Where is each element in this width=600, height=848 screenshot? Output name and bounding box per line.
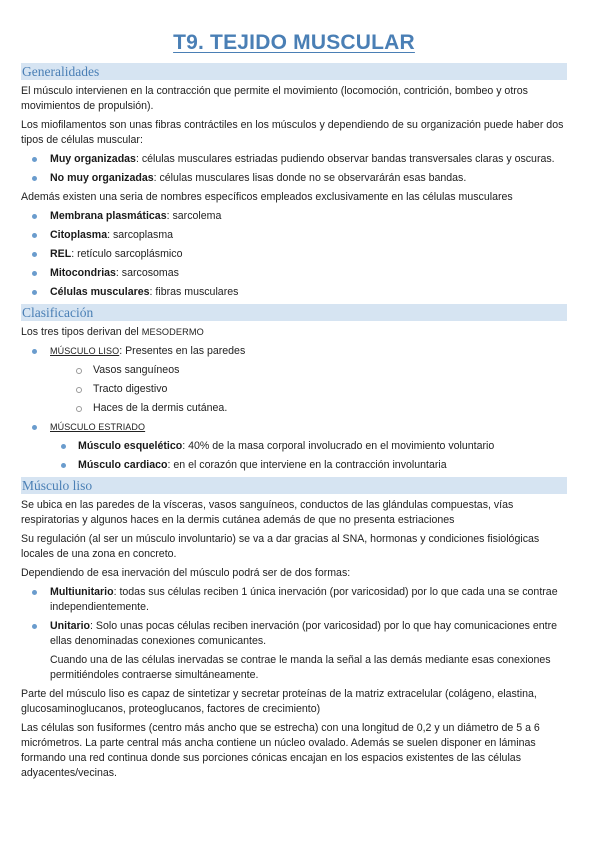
bullet-icon bbox=[61, 444, 66, 449]
bullet-icon bbox=[32, 624, 37, 629]
term: Músculo esquelético bbox=[78, 440, 183, 452]
paragraph: Además existen una seria de nombres específicos empleados exclusivamente en las células musculares bbox=[21, 191, 513, 203]
liso-label: MÚSCULO LISO bbox=[50, 346, 120, 356]
paragraph: Los miofilamentos son unas fibras contráctiles en los músculos y dependiendo de su organización puede haber dos tipos de células muscular: bbox=[21, 119, 564, 146]
term: Muy organizadas bbox=[50, 153, 136, 165]
formas-list bbox=[21, 585, 567, 649]
bullet-icon bbox=[32, 590, 37, 595]
nombres-list bbox=[21, 209, 567, 300]
sub-list-item bbox=[21, 363, 567, 378]
circle-bullet-icon bbox=[76, 368, 82, 374]
term: Multiunitario bbox=[50, 586, 114, 598]
bullet-icon bbox=[32, 176, 37, 181]
sub-item-text: Tracto digestivo bbox=[93, 383, 168, 395]
description: : en el corazón que interviene en la contracción involuntaria bbox=[167, 459, 447, 471]
description: : retículo sarcoplásmico bbox=[71, 248, 183, 260]
estriado-label: MÚSCULO ESTRIADO bbox=[50, 422, 146, 432]
list-item bbox=[21, 152, 567, 167]
paragraph: Las células son fusiformes (centro más ancho que se estrecha) con una longitud de 0,2 y un diámetro de 5 a 6 micrómetros. La parte central más ancha contiene un núcleo ovalado. Además se suelen disponer en láminas formando una red continua donde sus porciones cónicas encajan en los espacios existentes de las células adyacentes/vecinas. bbox=[21, 722, 540, 779]
paragraph: Su regulación (al ser un músculo involuntario) se va a dar gracias al SNA, hormonas y condiciones fisiológicas locales de una zona en concreto. bbox=[21, 533, 540, 560]
circle-bullet-icon bbox=[76, 387, 82, 393]
bullet-icon bbox=[32, 290, 37, 295]
page-title: T9. TEJIDO MUSCULAR bbox=[173, 31, 415, 54]
term: Citoplasma bbox=[50, 229, 108, 241]
section-heading-generalidades: Generalidades bbox=[21, 63, 567, 80]
clasificacion-list bbox=[21, 344, 567, 473]
list-item bbox=[21, 247, 567, 262]
bullet-icon bbox=[32, 425, 37, 430]
term: Mitocondrias bbox=[50, 267, 116, 279]
bullet-icon bbox=[32, 349, 37, 354]
list-item bbox=[21, 285, 567, 300]
tipos-list bbox=[21, 152, 567, 186]
description: : sarcoplasma bbox=[107, 229, 174, 241]
bullet-icon bbox=[32, 252, 37, 257]
sub-list-item bbox=[21, 439, 567, 454]
list-item bbox=[21, 619, 567, 649]
list-item bbox=[21, 266, 567, 281]
section-heading-clasificacion: Clasificación bbox=[21, 304, 567, 321]
term: Músculo cardiaco bbox=[78, 459, 168, 471]
description: : células musculares estriadas pudiendo observar bandas transversales claras y oscuras. bbox=[135, 153, 555, 165]
list-item-liso bbox=[21, 344, 567, 359]
bullet-icon bbox=[32, 157, 37, 162]
description: : Solo unas pocas células reciben inervación (por varicosidad) por lo que hay comunicaciones entre ellas denominadas conexiones comunicantes. bbox=[50, 620, 558, 647]
description: : células musculares lisas donde no se observarárán esas bandas. bbox=[153, 172, 467, 184]
bullet-icon bbox=[32, 233, 37, 238]
term: Unitario bbox=[50, 620, 91, 632]
list-item bbox=[21, 209, 567, 224]
intro-caps: MESODERMO bbox=[141, 327, 204, 337]
section-heading-musculo-liso: Músculo liso bbox=[21, 477, 567, 494]
list-item-estriado bbox=[21, 420, 567, 435]
description: : sarcolema bbox=[166, 210, 222, 222]
intro-text: Los tres tipos derivan del bbox=[21, 326, 142, 338]
bullet-icon bbox=[32, 214, 37, 219]
paragraph: Parte del músculo liso es capaz de sintetizar y secretar proteínas de la matriz extracelular (colágeno, elastina, glucosaminoglucanos, proteoglucanos, factores de crecimiento) bbox=[21, 688, 537, 715]
bullet-icon bbox=[32, 271, 37, 276]
circle-bullet-icon bbox=[76, 406, 82, 412]
sub-item-text: Vasos sanguíneos bbox=[93, 364, 180, 376]
sub-item-text: Haces de la dermis cutánea. bbox=[93, 402, 228, 414]
description: : todas sus células reciben 1 única inervación (por varicosidad) por lo que cada una se contrae independientemente. bbox=[50, 586, 558, 613]
term: REL bbox=[50, 248, 72, 260]
unitario-note: Cuando una de las células inervadas se contrae le manda la señal a las demás mediante esas conexiones permitiéndoles contraerse simultáneamente. bbox=[50, 654, 551, 681]
term: Células musculares bbox=[50, 286, 150, 298]
sub-list-item bbox=[21, 458, 567, 473]
sub-list-item bbox=[21, 401, 567, 416]
description: : sarcosomas bbox=[115, 267, 179, 279]
paragraph: Se ubica en las paredes de la vísceras, vasos sanguíneos, conductos de las glándulas compuestas, vías respiratorias y algunos haces en la dermis cutánea además de que no presenta estriaciones bbox=[21, 499, 514, 526]
description: : Presentes en las paredes bbox=[119, 345, 246, 357]
term: No muy organizadas bbox=[50, 172, 154, 184]
description: : 40% de la masa corporal involucrado en el movimiento voluntario bbox=[182, 440, 495, 452]
paragraph: Dependiendo de esa inervación del músculo podrá ser de dos formas: bbox=[21, 567, 351, 579]
list-item bbox=[21, 171, 567, 186]
list-item bbox=[21, 585, 567, 615]
term: Membrana plasmáticas bbox=[50, 210, 167, 222]
paragraph bbox=[21, 325, 567, 340]
bullet-icon bbox=[61, 463, 66, 468]
paragraph: El músculo intervienen en la contracción que permite el movimiento (locomoción, contrición, bombeo y otros movimientos de propulsión). bbox=[21, 85, 528, 112]
list-item bbox=[21, 228, 567, 243]
description: : fibras musculares bbox=[149, 286, 239, 298]
sub-list-item bbox=[21, 382, 567, 397]
